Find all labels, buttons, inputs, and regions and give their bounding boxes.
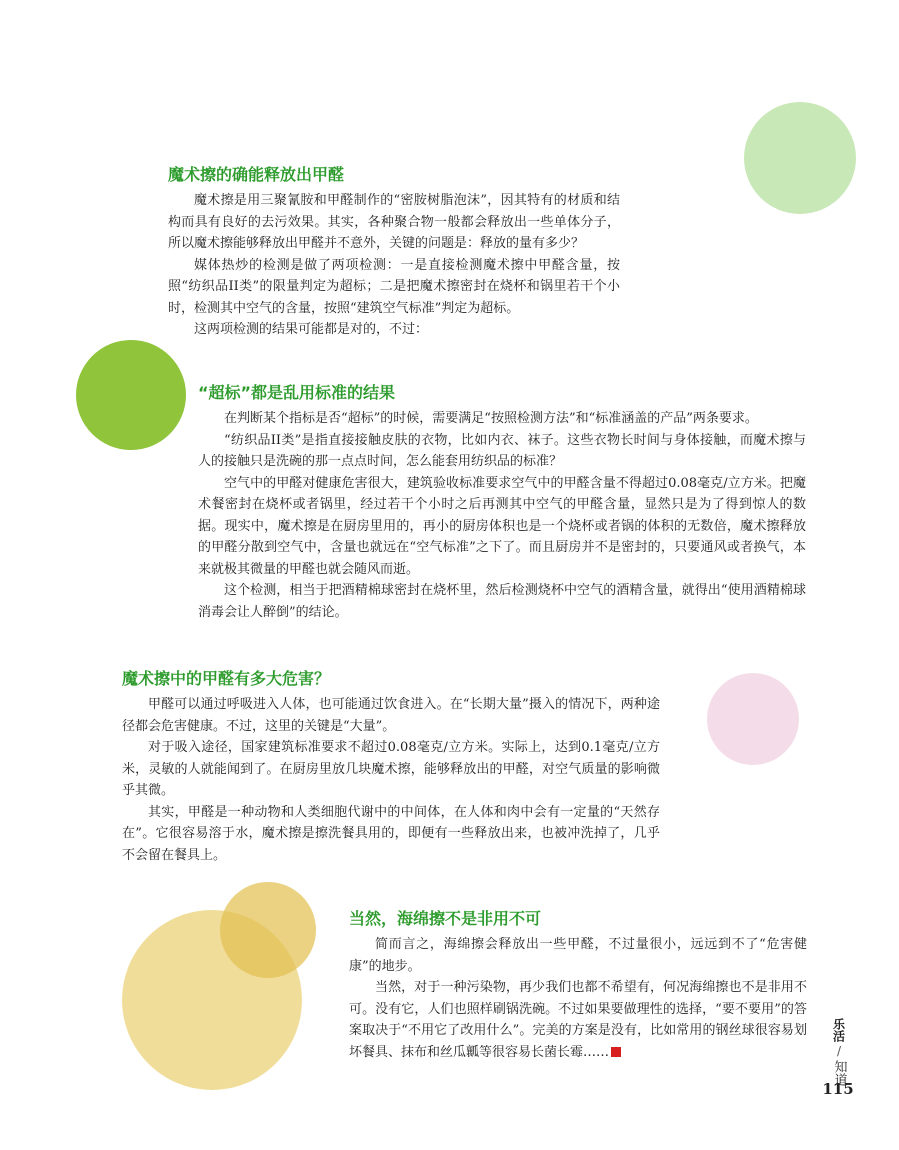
decorative-circle-pink (707, 673, 799, 765)
section-formaldehyde-release (168, 164, 620, 341)
paragraph: 这两项检测的结果可能都是对的，不过： (194, 322, 429, 337)
end-mark-square (611, 1047, 621, 1057)
section-heading: 当然，海绵擦不是非用不可 (349, 909, 542, 928)
column-subject: 知道 (831, 1060, 847, 1086)
paragraph: 简而言之，海绵擦会释放出一些甲醛，不过量很小，远远到不了“危害健康”的地步。 (349, 937, 807, 974)
section-heading: 魔术擦的确能释放出甲醛 (168, 165, 345, 184)
paragraph: 甲醛可以通过呼吸进入人体，也可能通过饮食进入。在“长期大量”摄入的情况下，两种途径都会危害健康。不过，这里的关键是“大量”。 (122, 697, 660, 734)
paragraph: 其实，甲醛是一种动物和人类细胞代谢中的中间体，在人体和肉中会有一定量的“天然存在”。它很容易溶于水，魔术擦是擦洗餐具用的，即便有一些释放出来，也被冲洗掉了，几乎不会留在餐具上。 (122, 804, 660, 863)
page-number: 115 (822, 1080, 854, 1098)
column-separator: / (836, 1044, 842, 1058)
paragraph: 对于吸入途径，国家建筑标准要求不超过0.08毫克/立方米。实际上，达到0.1毫克/立方米，灵敏的人就能闻到了。在厨房里放几块魔术擦，能够释放出的甲醛，对空气质量的影响微乎其微。 (122, 740, 660, 798)
column-name: 乐活 (831, 1018, 846, 1042)
paragraph: 媒体热炒的检测是做了两项检测：一是直接检测魔术擦中甲醛含量，按照“纺织品II类”的限量判定为超标；二是把魔术擦密封在烧杯和锅里若干个小时，检测其中空气的含量，按照“建筑空气标准”判定为超标。 (168, 257, 620, 316)
paragraph: 魔术擦是用三聚氰胺和甲醛制作的“密胺树脂泡沫”，因其特有的材质和结构而具有良好的去污效果。其实，各种聚合物一般都会释放出一些单体分子，所以魔术擦能够释放出甲醛并不意外，关键的问题是：释放的量有多少？ (168, 193, 620, 251)
section-misused-standards (198, 382, 806, 623)
section-heading: “超标”都是乱用标准的结果 (198, 383, 396, 402)
section-sponge-optional (349, 908, 807, 1063)
column-label (822, 1018, 856, 1086)
paragraph-text: 当然，对于一种污染物，再少我们也都不希望有，何况海绵擦也不是非用不可。没有它，人们也照样刷锅洗碗。不过如果要做理性的选择，“要不要用”的答案取决于“不用它了改用什么”。完美的方案是没有，比如常用的钢丝球很容易划坏餐具、抹布和丝瓜瓤等很容易长菌长霉…… (349, 980, 807, 1060)
paragraph: 空气中的甲醛对健康危害很大，建筑验收标准要求空气中的甲醛含量不得超过0.08毫克/立方米。把魔术餐密封在烧杯或者锅里，经过若干个小时之后再测其中空气的甲醛含量，显然只是为了得到惊人的数据。现实中，魔术擦是在厨房里用的，再小的厨房体积也是一个烧杯或者锅的体积的无数倍，魔术擦释放的甲醛分散到空气中，含量也就远在“空气标准”之下了。而且厨房并不是密封的，只要通风或者换气，本来就极其微量的甲醛也就会随风而逝。 (198, 475, 806, 577)
paragraph (349, 977, 807, 1063)
paragraph: 在判断某个指标是否“超标”的时候，需要满足“按照检测方法”和“标准涵盖的产品”两条要求。 (224, 411, 758, 426)
section-health-risk (122, 668, 660, 866)
decorative-circle-green (76, 340, 186, 450)
paragraph: “纺织品II类”是指直接接触皮肤的衣物，比如内衣、袜子。这些衣物长时间与身体接触，而魔术擦与人的接触只是洗碗的那一点点时间，怎么能套用纺织品的标准？ (198, 432, 806, 469)
decorative-circle-yellow-small (220, 882, 316, 978)
decorative-circle-light-green (744, 102, 856, 214)
section-heading: 魔术擦中的甲醛有多大危害？ (122, 669, 331, 688)
paragraph: 这个检测，相当于把酒精棉球密封在烧杯里，然后检测烧杯中空气的酒精含量，就得出“使用酒精棉球消毒会让人醉倒”的结论。 (198, 583, 806, 620)
